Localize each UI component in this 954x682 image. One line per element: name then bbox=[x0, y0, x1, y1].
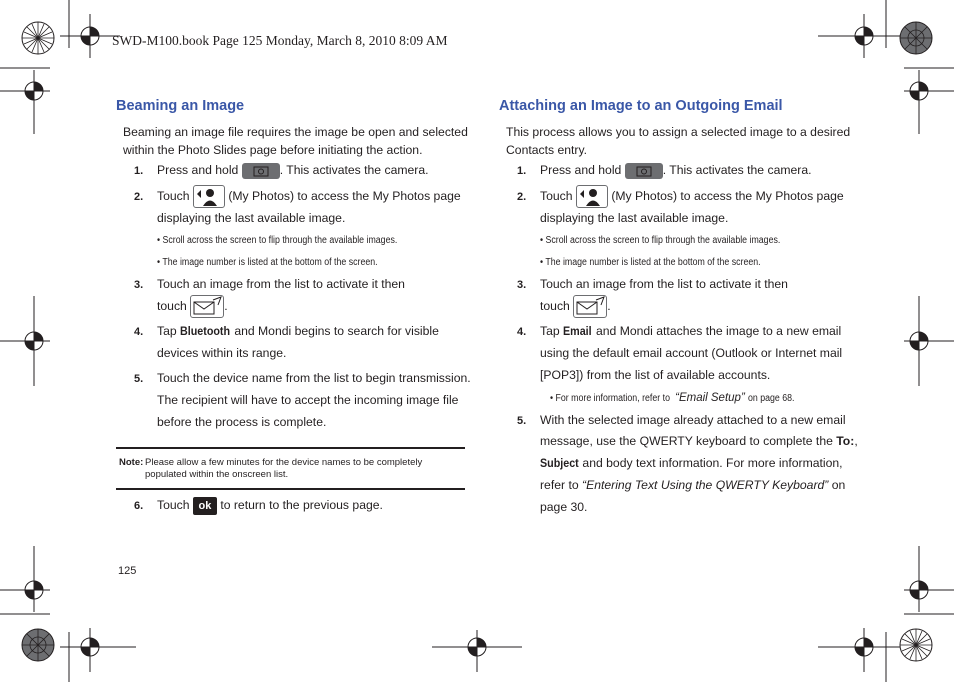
intro-text: This process allows you to assign a selected image to a desired Contacts entry. bbox=[506, 125, 851, 157]
step-2-cont: displaying the last available image. bbox=[157, 211, 346, 225]
step-6: Touch ok to return to the previous page. bbox=[157, 494, 383, 516]
step-3-cont: touch . bbox=[540, 295, 611, 318]
step-5-cont: The recipient will have to accept the incoming image file bbox=[157, 393, 459, 407]
step-3: Touch an image from the list to activate it then bbox=[540, 277, 788, 291]
step-5-cont: before the process is complete. bbox=[157, 415, 327, 429]
step-number: 1. bbox=[517, 165, 527, 177]
step-2: Touch (My Photos) to access the My Photos page bbox=[157, 185, 461, 208]
step-1: Press and hold . This activates the camera. bbox=[157, 163, 429, 177]
step-5: With the selected image already attached to a new email bbox=[540, 413, 846, 427]
step-5: Touch the device name from the list to begin transmission. bbox=[157, 371, 471, 385]
ok-button-icon: ok bbox=[193, 497, 217, 515]
intro-text: Beaming an image file requires the image be open and selected within the Photo Slides page before initiating the action. bbox=[123, 125, 468, 157]
book-header-line: SWD-M100.book Page 125 Monday, March 8, 2010 8:09 AM bbox=[112, 33, 448, 48]
bluetooth-term: Bluetooth bbox=[180, 324, 231, 338]
my-photos-icon bbox=[193, 185, 225, 208]
email-term: Email bbox=[563, 324, 592, 338]
step-2: Touch (My Photos) to access the My Photos page bbox=[540, 185, 844, 208]
send-message-icon bbox=[573, 295, 607, 318]
step-5-cont: refer to “Entering Text Using the QWERTY Keyboard” on bbox=[540, 478, 846, 492]
bullet: • Scroll across the screen to flip through the available images. bbox=[540, 235, 781, 246]
step-number: 2. bbox=[134, 191, 144, 203]
note-label: Note: bbox=[119, 457, 144, 468]
step-number: 3. bbox=[134, 279, 144, 291]
step-4: Tap Email and Mondi attaches the image to a new email bbox=[540, 320, 841, 342]
step-1: Press and hold . This activates the camera. bbox=[540, 163, 812, 177]
step-number: 6. bbox=[134, 500, 144, 512]
step-4-cont: [POP3]) from the list of available accounts. bbox=[540, 368, 771, 382]
entering-text-link[interactable]: “Entering Text Using the QWERTY Keyboard” bbox=[582, 478, 829, 492]
bullet: • The image number is listed at the bottom of the screen. bbox=[540, 257, 761, 268]
email-setup-link[interactable]: “Email Setup” bbox=[675, 392, 745, 404]
note-text: Please allow a few minutes for the device names to be completely populated within the onscreen list. bbox=[145, 457, 423, 480]
bullet: • For more information, refer to “Email Setup” on page 68. bbox=[550, 392, 795, 404]
step-5-cont: page 30. bbox=[540, 500, 588, 514]
step-number: 3. bbox=[517, 279, 527, 291]
section-title-attaching: Attaching an Image to an Outgoing Email bbox=[499, 98, 783, 114]
my-photos-icon bbox=[576, 185, 608, 208]
step-5-cont: message, use the QWERTY keyboard to complete the To:, bbox=[540, 434, 858, 448]
camera-key-icon bbox=[242, 163, 280, 179]
step-4-cont: devices within its range. bbox=[157, 346, 287, 360]
step-5-cont: Subject and body text information. For more information, bbox=[540, 452, 843, 474]
step-number: 2. bbox=[517, 191, 527, 203]
step-3-cont: touch . bbox=[157, 295, 228, 318]
step-number: 5. bbox=[517, 415, 527, 427]
note-box bbox=[116, 447, 465, 490]
subject-term: Subject bbox=[540, 456, 579, 470]
step-number: 1. bbox=[134, 165, 144, 177]
step-number: 4. bbox=[134, 326, 144, 338]
step-4: Tap Bluetooth and Mondi begins to search for visible bbox=[157, 320, 439, 342]
camera-key-icon bbox=[625, 163, 663, 179]
to-term: To: bbox=[836, 434, 855, 448]
page-number: 125 bbox=[118, 565, 137, 577]
bullet: • The image number is listed at the bottom of the screen. bbox=[157, 257, 378, 268]
step-2-cont: displaying the last available image. bbox=[540, 211, 729, 225]
step-number: 4. bbox=[517, 326, 527, 338]
bullet: • Scroll across the screen to flip through the available images. bbox=[157, 235, 398, 246]
step-3: Touch an image from the list to activate it then bbox=[157, 277, 405, 291]
section-title-beaming: Beaming an Image bbox=[116, 98, 245, 114]
step-number: 5. bbox=[134, 373, 144, 385]
send-message-icon bbox=[190, 295, 224, 318]
step-4-cont: using the default email account (Outlook or Internet mail bbox=[540, 346, 843, 360]
